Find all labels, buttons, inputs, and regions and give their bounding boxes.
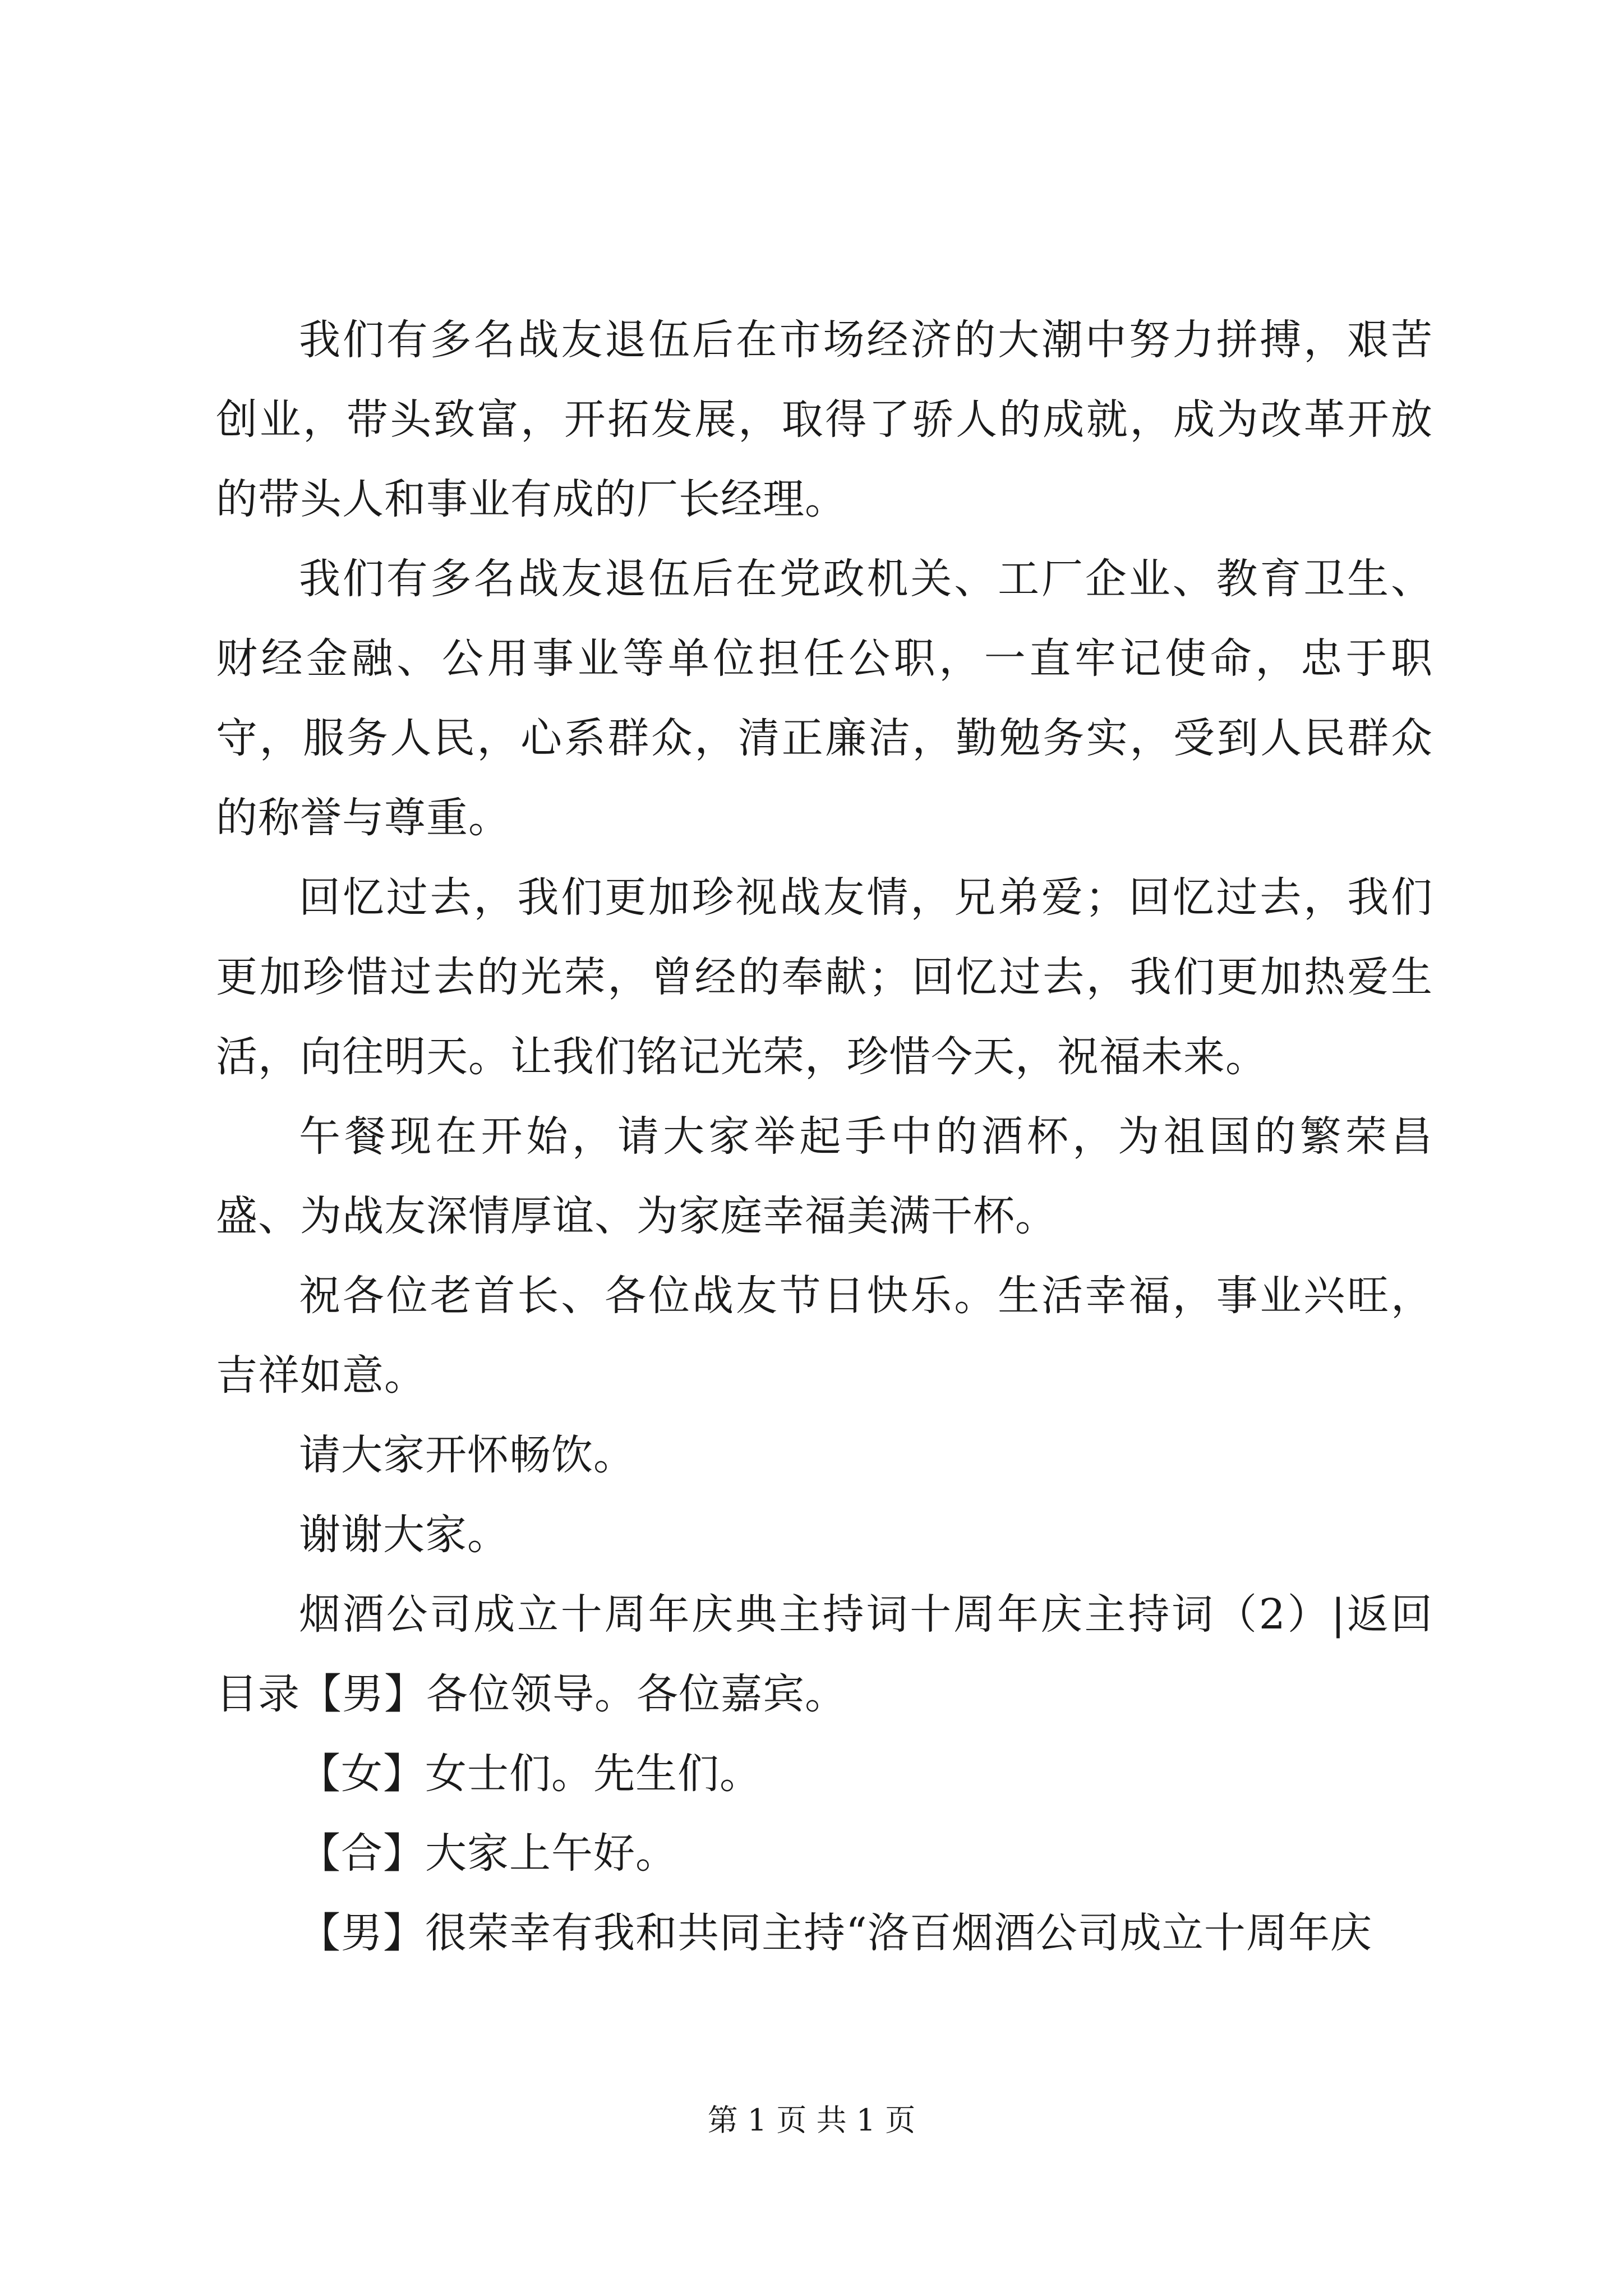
page-number-footer: 第 1 页 共 1 页 — [707, 2102, 916, 2138]
paragraph-1: 我们有多名战友退伍后在市场经济的大潮中努力拼搏，艰苦创业，带头致富，开拓发展，取得了骄人的成就，成为改革开放的带头人和事业有成的厂长经理。 — [216, 316, 1433, 523]
paragraph-11: 【男】很荣幸有我和共同主持“洛百烟酒公司成立十周年庆 — [299, 1909, 1372, 1957]
paragraph-9: 【女】女士们。先生们。 — [299, 1750, 762, 1798]
paragraph-5: 祝各位老首长、各位战友节日快乐。生活幸福，事业兴旺，吉祥如意。 — [216, 1272, 1433, 1400]
paragraph-4: 午餐现在开始，请大家举起手中的酒杯，为祖国的繁荣昌盛、为战友深情厚谊、为家庭幸福美满干杯。 — [216, 1112, 1433, 1240]
paragraph-7: 谢谢大家。 — [299, 1511, 509, 1559]
paragraph-8: 烟酒公司成立十周年庆典主持词十周年庆主持词（2）|返回目录【男】各位领导。各位嘉宾。 — [216, 1590, 1433, 1718]
document-body — [216, 300, 1433, 1973]
paragraph-6: 请大家开怀畅饮。 — [299, 1431, 635, 1479]
paragraph-3: 回忆过去，我们更加珍视战友情，兄弟爱；回忆过去，我们更加珍惜过去的光荣，曾经的奉献；回忆过去，我们更加热爱生活，向往明天。让我们铭记光荣，珍惜今天，祝福未来。 — [216, 873, 1433, 1081]
paragraph-10: 【合】大家上午好。 — [299, 1829, 677, 1878]
paragraph-2: 我们有多名战友退伍后在党政机关、工厂企业、教育卫生、财经金融、公用事业等单位担任公职，一直牢记使命，忠于职守，服务人民，心系群众，清正廉洁，勤勉务实，受到人民群众的称誉与尊重。 — [216, 555, 1433, 842]
